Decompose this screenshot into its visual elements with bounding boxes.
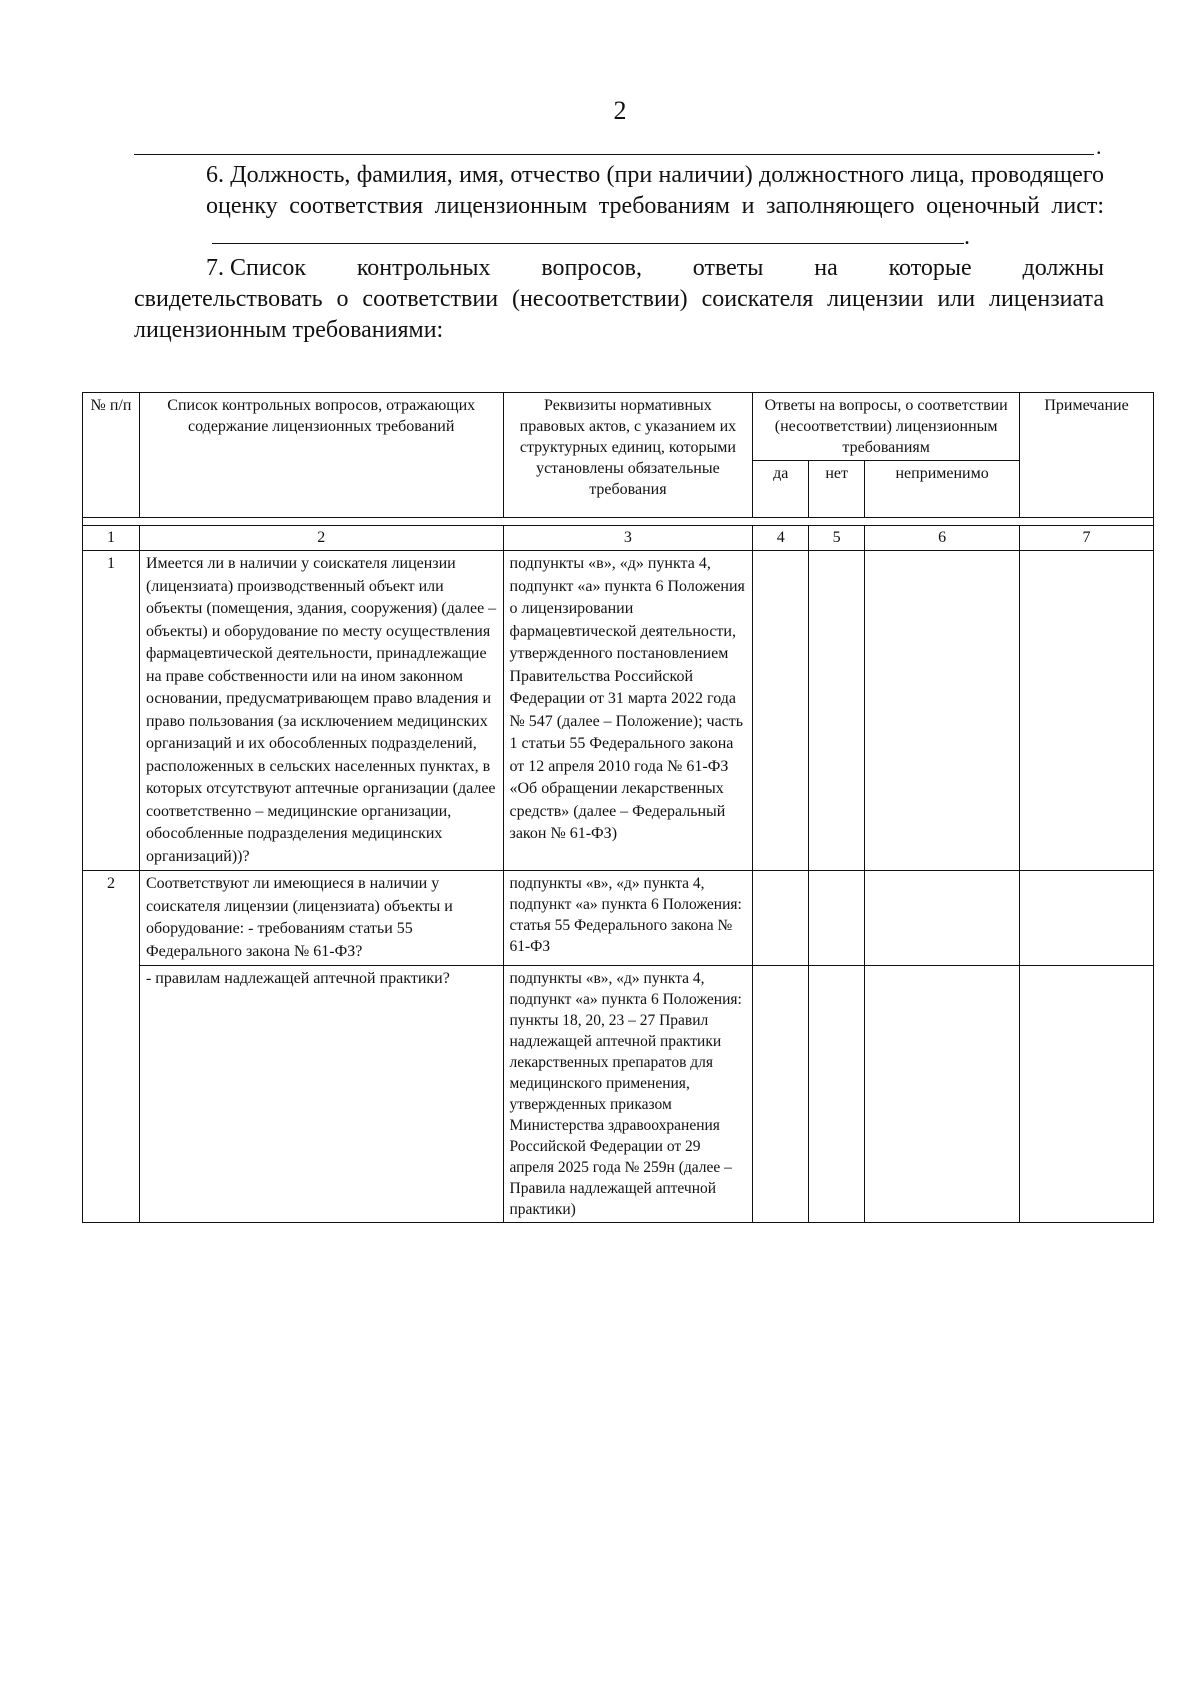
section-7-text: свидетельствовать о соответствии (несоответствии) соискателя лицензии или лицензиата лицензионным требованиями: (134, 286, 1104, 343)
answer-na-cell[interactable] (865, 966, 1020, 1223)
table-row (83, 871, 1154, 966)
column-number: 6 (865, 526, 1020, 551)
checklist-table (82, 392, 1154, 1223)
header-questions: Список контрольных вопросов, отражающих содержание лицензионных требований (139, 393, 503, 518)
row-question: Имеется ли в наличии у соискателя лицензии (лицензиата) производственный объект или объекты (помещения, здания, сооружения) (далее – объекты) и оборудование по месту осуществления фармацевтической деятельности, принадлежащие на праве собственности или на ином законном основании, предусматривающем право владения и право пользования (за исключением медицинских организаций и их обособленных подразделений, расположенных в сельских населенных пунктах, в которых отсутствуют аптечные организации (далее соответственно – медицинские организации, обособленные подразделения медицинских организаций))? (139, 551, 503, 871)
header-answers: Ответы на вопросы, о соответствии (несоответствии) лицензионным требованиям (753, 393, 1020, 461)
section-7-first-line (134, 253, 1104, 284)
section-6-text: 6. Должность, фамилия, имя, отчество (при наличии) должностного лица, проводящего оценку соответствия лицензионным требованиям и заполняющего оценочный лист:. (206, 162, 1104, 250)
section-7-word: должны (1022, 255, 1104, 281)
section-7-word: вопросов, (541, 255, 642, 281)
answer-na-cell[interactable] (865, 871, 1020, 966)
section-7-word: на (814, 255, 838, 281)
answer-no-cell[interactable] (809, 551, 865, 871)
row-question: - правилам надлежащей аптечной практики? (139, 966, 503, 1223)
column-number: 1 (83, 526, 140, 551)
answer-no-cell[interactable] (809, 966, 865, 1223)
header-no: нет (809, 461, 865, 518)
header-yes: да (753, 461, 809, 518)
table-row (83, 551, 1154, 871)
section-7-paragraph (134, 253, 1104, 346)
row-requisites: подпункты «в», «д» пункта 4, подпункт «а» пункта 6 Положения: пункты 18, 20, 23 – 27 Правил надлежащей аптечной практики лекарственных препаратов для медицинского применения, утвержденных приказом Министерства здравоохранения Российской Федерации от 29 апреля 2025 года № 259н (далее – Правила надлежащей аптечной практики) (503, 966, 753, 1223)
page-number: 2 (613, 96, 627, 125)
note-cell[interactable] (1020, 966, 1154, 1223)
answer-yes-cell[interactable] (753, 966, 809, 1223)
column-number: 7 (1020, 526, 1154, 551)
row-number: 1 (83, 551, 140, 871)
answer-yes-cell[interactable] (753, 871, 809, 966)
column-number: 4 (753, 526, 809, 551)
row-requisites: подпункты «в», «д» пункта 4, подпункт «а» пункта 6 Положения о лицензировании фармацевтической деятельности, утвержденного постановлением Правительства Российской Федерации от 31 марта 2022 года № 547 (далее – Положение); часть 1 статьи 55 Федерального закона от 12 апреля 2010 года № 61-ФЗ «Об обращении лекарственных средств» (далее – Федеральный закон № 61-ФЗ) (503, 551, 753, 871)
section-7-word: которые (888, 255, 972, 281)
header-num: № п/п (83, 393, 140, 518)
answer-yes-cell[interactable] (753, 551, 809, 871)
section-6-paragraph (134, 160, 1104, 253)
column-number: 5 (809, 526, 865, 551)
row-question: Соответствуют ли имеющиеся в наличии у соискателя лицензии (лицензиата) объекты и оборудование: - требованиям статьи 55 Федерального закона № 61-ФЗ? (139, 871, 503, 966)
blank-line-top (134, 154, 1094, 155)
section-7-word: 7. Список (206, 255, 307, 281)
header-separator (83, 518, 1154, 526)
section-7-word: контрольных (356, 255, 491, 281)
row-number: 2 (83, 871, 140, 1223)
header-na: неприменимо (865, 461, 1020, 518)
blank-line-top-end: . (1096, 134, 1102, 159)
section-7-word: ответы (692, 255, 764, 281)
answer-na-cell[interactable] (865, 551, 1020, 871)
answer-no-cell[interactable] (809, 871, 865, 966)
official-name-blank[interactable] (212, 223, 964, 244)
note-cell[interactable] (1020, 871, 1154, 966)
header-requisites: Реквизиты нормативных правовых актов, с указанием их структурных единиц, которыми установлены обязательные требования (503, 393, 753, 518)
table-row (83, 966, 1154, 1223)
row-requisites: подпункты «в», «д» пункта 4, подпункт «а» пункта 6 Положения: статья 55 Федерального закона № 61-ФЗ (503, 871, 753, 966)
note-cell[interactable] (1020, 551, 1154, 871)
column-number: 2 (139, 526, 503, 551)
column-number: 3 (503, 526, 753, 551)
header-note: Примечание (1020, 393, 1154, 518)
